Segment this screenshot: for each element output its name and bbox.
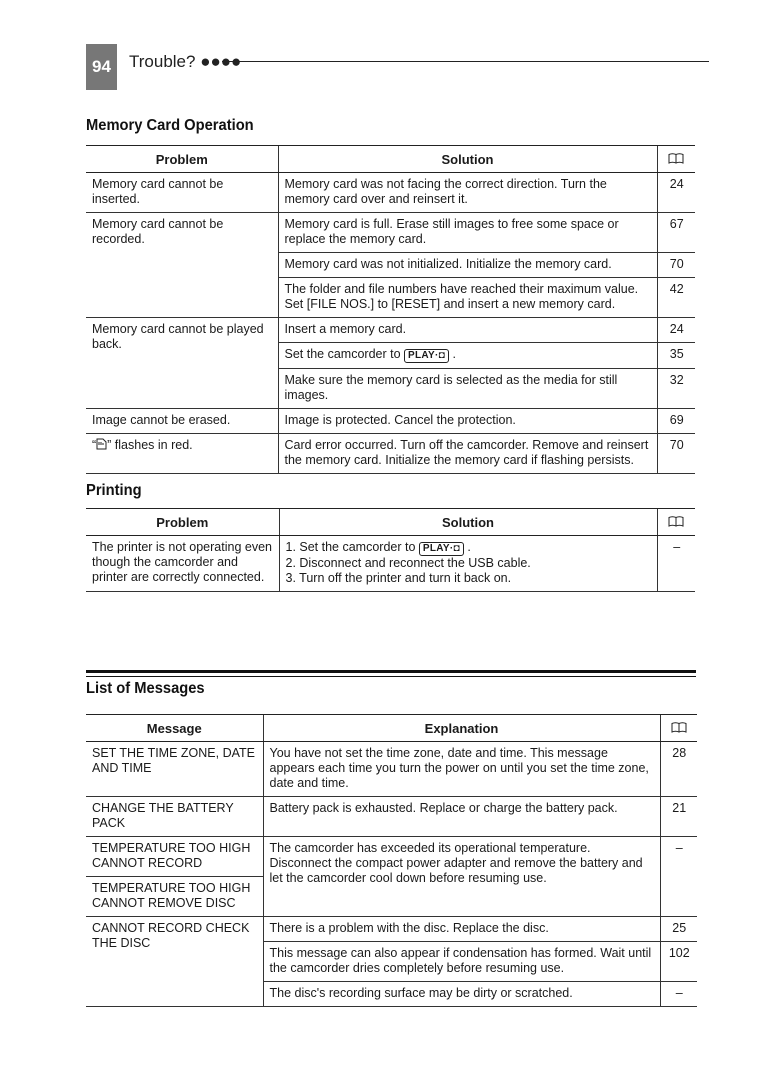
step-1-text: 1. Set the camcorder to xyxy=(285,540,416,554)
explanation-cell: The disc's recording surface may be dirty or scratched. xyxy=(263,982,660,1007)
problem-cell: The printer is not operating even though the camcorder and printer are correctly connected. xyxy=(86,536,279,592)
problem-cell: Image cannot be erased. xyxy=(86,409,278,434)
problem-text: ” flashes in red. xyxy=(107,438,193,452)
table-row xyxy=(86,318,695,343)
solution-cell: Card error occurred. Turn off the camcorder. Remove and reinsert the memory card. Initialize the memory card if flashing persists. xyxy=(278,434,657,474)
solution-cell: Memory card is full. Erase still images to free some space or replace the memory card. xyxy=(278,213,657,253)
reference-column-header xyxy=(660,715,697,742)
problem-cell: Memory card cannot be played back. xyxy=(86,318,278,409)
explanation-cell: Battery pack is exhausted. Replace or charge the battery pack. xyxy=(263,797,660,837)
table-row xyxy=(86,742,697,797)
book-icon xyxy=(668,153,684,164)
messages-table xyxy=(86,714,697,1007)
explanation-cell: You have not set the time zone, date and time. This message appears each time you turn the power on until you set the time zone, date and time. xyxy=(263,742,660,797)
page-ref: 32 xyxy=(657,369,695,409)
section-divider xyxy=(86,670,696,673)
solution-cell: Memory card was not facing the correct direction. Turn the memory card over and reinsert it. xyxy=(278,173,657,213)
page-ref: – xyxy=(660,982,697,1007)
page-ref: 28 xyxy=(660,742,697,797)
page-header xyxy=(86,44,709,90)
page-ref: 35 xyxy=(657,343,695,369)
page-ref: – xyxy=(660,837,697,917)
explanation-cell: There is a problem with the disc. Replace the disc. xyxy=(263,917,660,942)
section-divider-thin xyxy=(86,676,696,677)
reference-column-header xyxy=(657,146,695,173)
solution-cell xyxy=(279,536,657,592)
table-row xyxy=(86,434,695,474)
page-ref: 69 xyxy=(657,409,695,434)
table-row xyxy=(86,536,695,592)
printing-table xyxy=(86,508,695,592)
message-cell: TEMPERATURE TOO HIGH CANNOT RECORD xyxy=(86,837,263,877)
solution-cell: The folder and file numbers have reached their maximum value. Set [FILE NOS.] to [RESET] and insert a new memory card. xyxy=(278,278,657,318)
solution-cell: Image is protected. Cancel the protection. xyxy=(278,409,657,434)
solution-cell: Make sure the memory card is selected as the media for still images. xyxy=(278,369,657,409)
page-number-badge: 94 xyxy=(86,44,117,90)
explanation-cell: The camcorder has exceeded its operational temperature. Disconnect the compact power adapter and remove the battery and let the camcorder cool down before resuming use. xyxy=(263,837,660,917)
reference-column-header xyxy=(657,509,695,536)
memory-card-table xyxy=(86,145,695,474)
problem-cell: Memory card cannot be recorded. xyxy=(86,213,278,318)
step-3: 3. Turn off the printer and turn it back on. xyxy=(285,571,512,585)
solution-cell xyxy=(278,343,657,369)
play-photo-mode-icon: PLAY·◘ xyxy=(404,349,449,363)
solution-cell: Memory card was not initialized. Initialize the memory card. xyxy=(278,253,657,278)
table-header-row xyxy=(86,715,697,742)
header-title: Trouble? ●●●● xyxy=(129,52,242,71)
step-1-end: . xyxy=(467,540,471,554)
page-ref: 25 xyxy=(660,917,697,942)
page-ref: 24 xyxy=(657,318,695,343)
table-row xyxy=(86,797,697,837)
message-cell: CHANGE THE BATTERY PACK xyxy=(86,797,263,837)
step-2: 2. Disconnect and reconnect the USB cable. xyxy=(285,556,531,570)
solution-column-header: Solution xyxy=(278,146,657,173)
printing-section-title: Printing xyxy=(86,482,142,499)
memory-card-icon xyxy=(96,438,107,450)
header-rule xyxy=(222,61,709,62)
table-header-row xyxy=(86,146,695,173)
message-cell: CANNOT RECORD CHECK THE DISC xyxy=(86,917,263,1007)
table-header-row xyxy=(86,509,695,536)
book-icon xyxy=(671,722,687,733)
table-row xyxy=(86,917,697,942)
table-row xyxy=(86,409,695,434)
solution-text-end: . xyxy=(452,347,456,361)
solution-column-header: Solution xyxy=(279,509,657,536)
message-cell: TEMPERATURE TOO HIGH CANNOT REMOVE DISC xyxy=(86,877,263,917)
page-ref: – xyxy=(657,536,695,592)
problem-column-header: Problem xyxy=(86,509,279,536)
problem-column-header: Problem xyxy=(86,146,278,173)
solution-cell: Insert a memory card. xyxy=(278,318,657,343)
table-row xyxy=(86,837,697,877)
problem-cell: Memory card cannot be inserted. xyxy=(86,173,278,213)
explanation-cell: This message can also appear if condensation has formed. Wait until the camcorder dries completely before resuming use. xyxy=(263,942,660,982)
explanation-column-header: Explanation xyxy=(263,715,660,742)
page-ref: 24 xyxy=(657,173,695,213)
page-ref: 67 xyxy=(657,213,695,253)
page-ref: 21 xyxy=(660,797,697,837)
play-photo-mode-icon: PLAY·◘ xyxy=(419,542,464,556)
step-1 xyxy=(286,540,652,556)
table-row xyxy=(86,213,695,253)
messages-section-title: List of Messages xyxy=(86,680,205,697)
quote-open: “ xyxy=(92,438,97,452)
page-ref: 102 xyxy=(660,942,697,982)
message-cell: SET THE TIME ZONE, DATE AND TIME xyxy=(86,742,263,797)
page-ref: 70 xyxy=(657,253,695,278)
page-ref: 70 xyxy=(657,434,695,474)
page-ref: 42 xyxy=(657,278,695,318)
solution-text: Set the camcorder to xyxy=(284,347,401,361)
book-icon xyxy=(668,516,684,527)
memory-section-title: Memory Card Operation xyxy=(86,117,254,134)
table-row xyxy=(86,173,695,213)
message-column-header: Message xyxy=(86,715,263,742)
problem-cell xyxy=(86,434,278,474)
